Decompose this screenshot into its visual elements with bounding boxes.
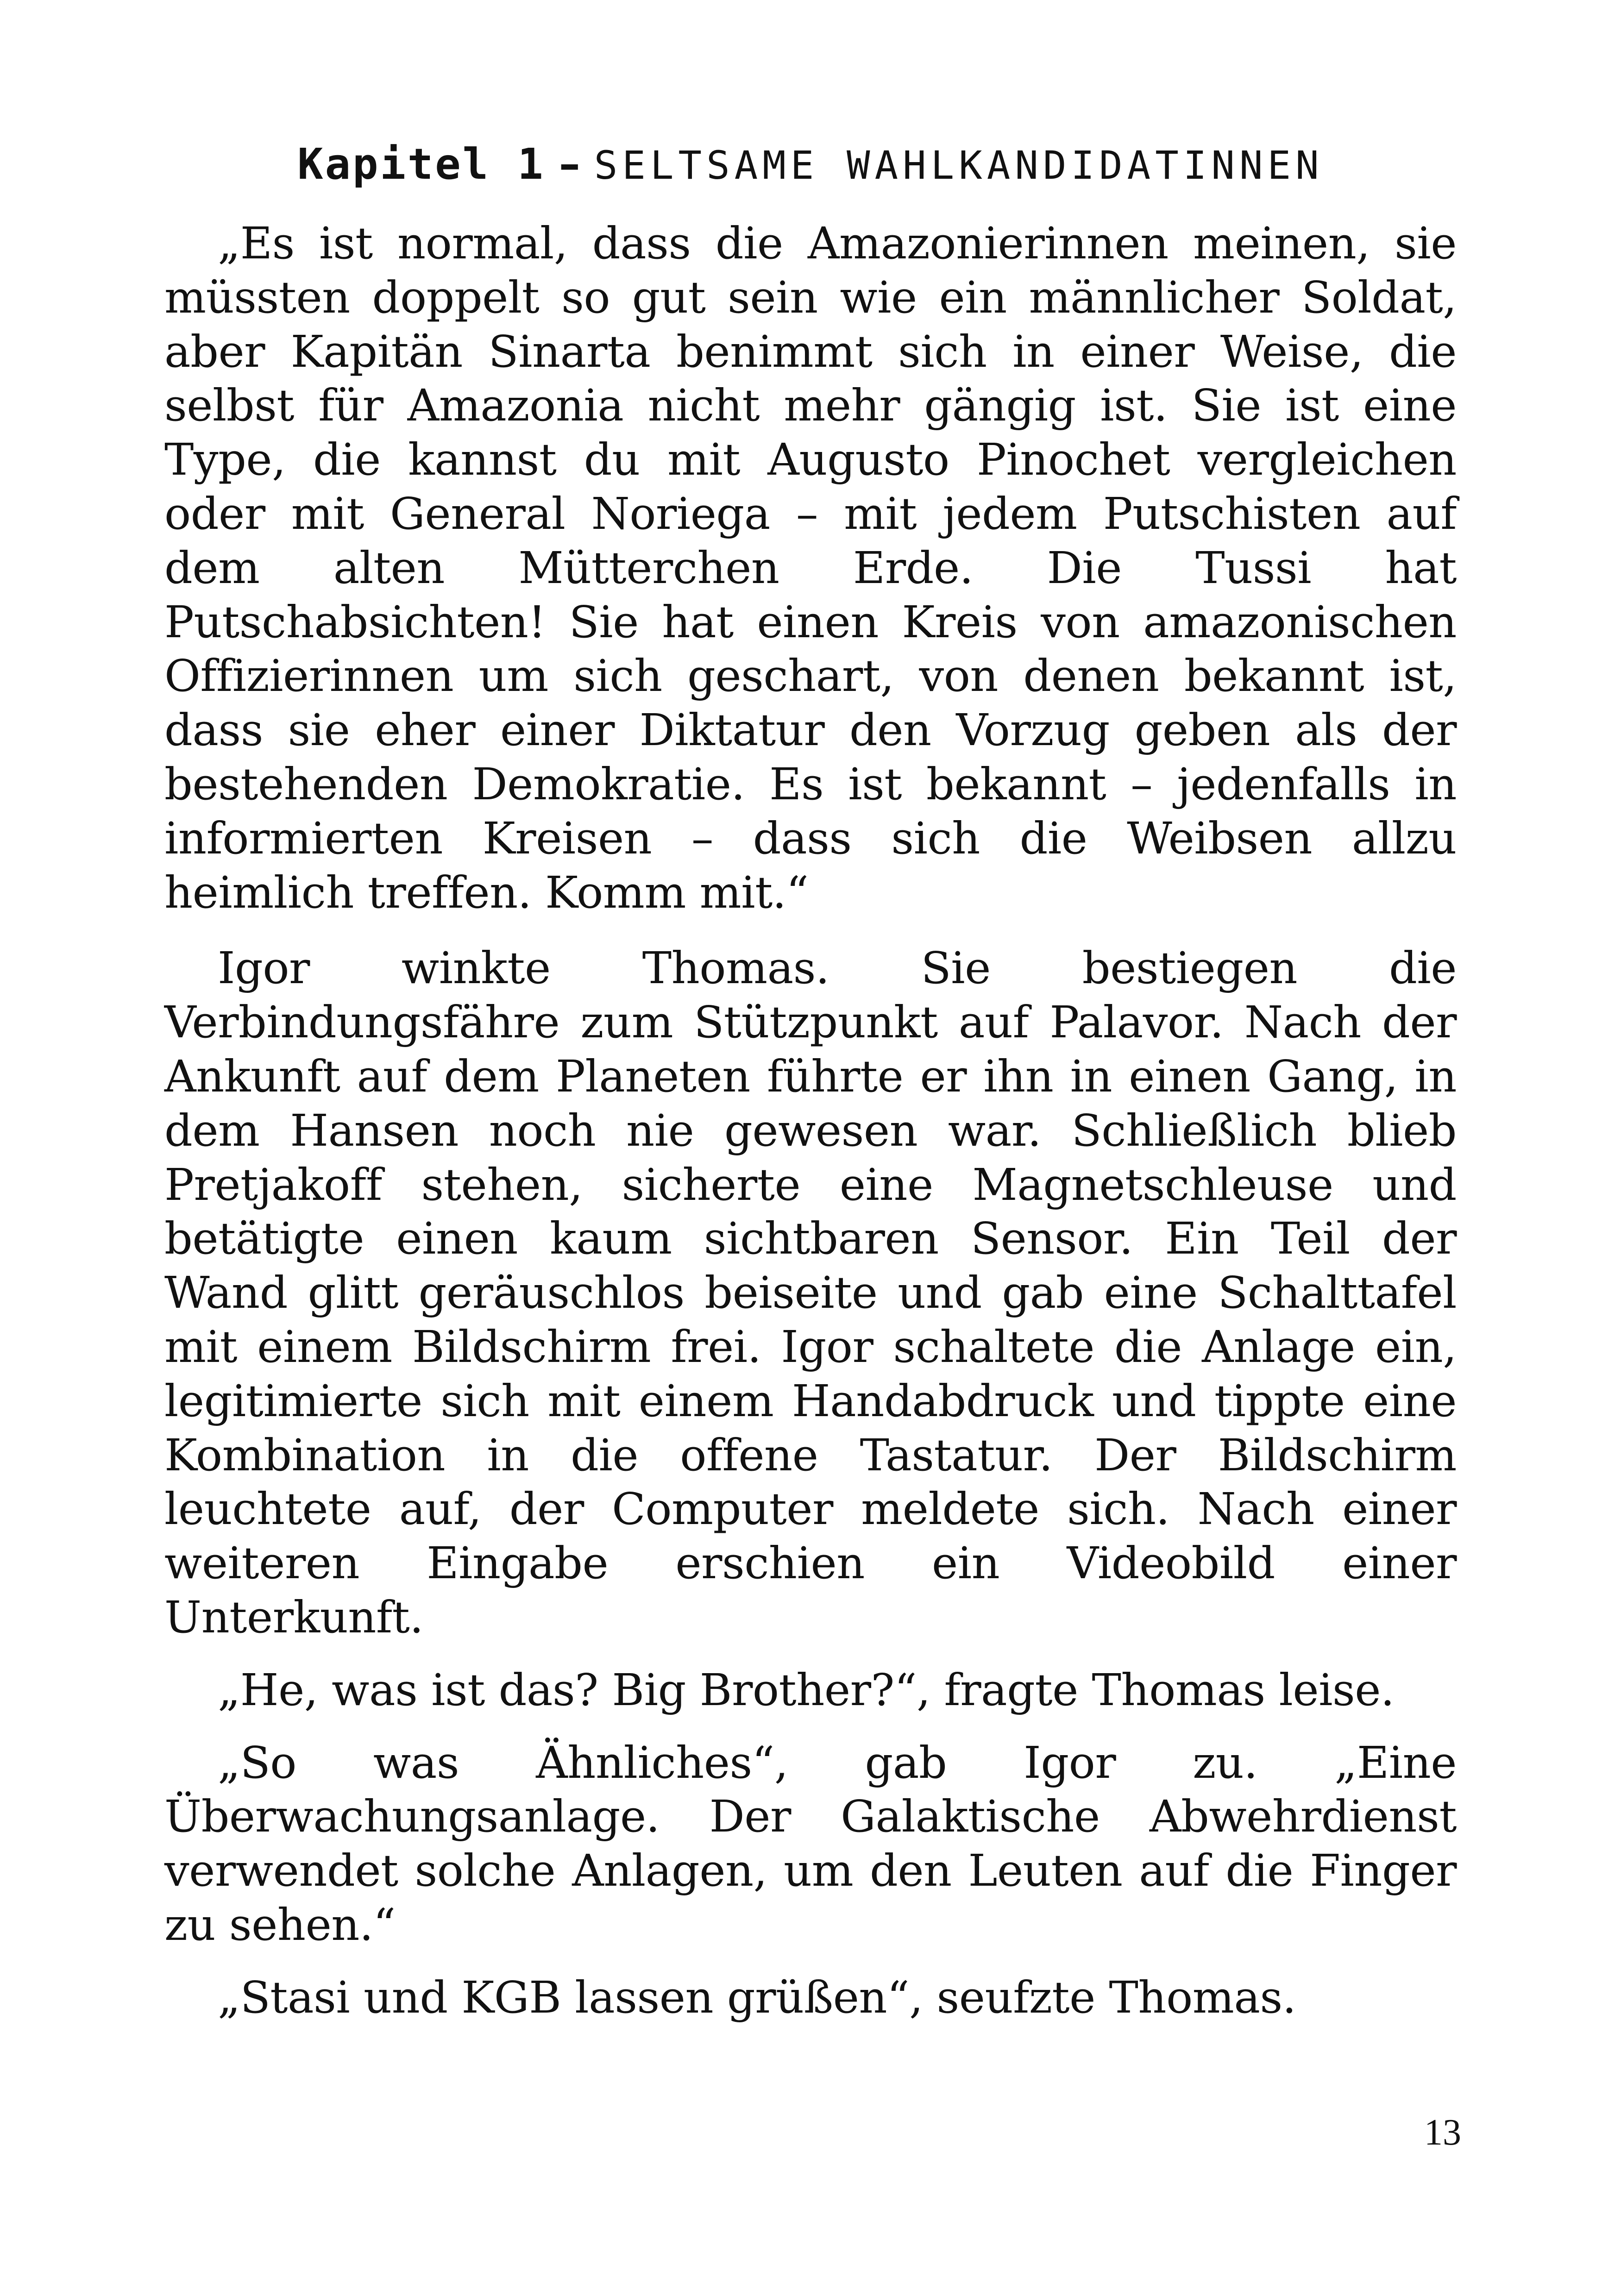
page-body — [164, 217, 1457, 2025]
chapter-title: SELTSAME WAHLKANDIDATINNEN — [594, 143, 1324, 188]
header-dash: – — [559, 139, 580, 189]
paragraph-1: „Es ist normal, dass die Amazonierinnen meinen, sie müssten doppelt so gut sein wie ein männlicher Soldat, aber Kapitän Sinarta benimmt sich in einer Weise, die selbst für Amazonia nicht mehr gängig ist. Sie ist eine Type, die kannst du mit Augusto Pinochet vergleichen oder mit General Noriega – mit jedem Putschisten auf dem alten Mütterchen Erde. Die Tussi hat Putschabsichten! Sie hat einen Kreis von amazonischen Offizierinnen um sich geschart, von denen bekannt ist, dass sie eher einer Diktatur den Vorzug geben als der bestehenden Demokratie. Es ist bekannt – jedenfalls in informierten Kreisen – dass sich die Weibsen allzu heimlich treffen. Komm mit.“ — [164, 218, 1457, 918]
paragraph-3: „He, was ist das? Big Brother?“, fragte Thomas leise. — [218, 1664, 1395, 1716]
page-number: 13 — [1424, 2112, 1461, 2153]
paragraph-2: Igor winkte Thomas. Sie bestiegen die Verbindungsfähre zum Stützpunkt auf Palavor. Nach der Ankunft auf dem Planeten führte er ihn in einen Gang, in dem Hansen noch nie gewesen war. Schließlich blieb Pretjakoff stehen, sicherte eine Magnetschleuse und betätigte einen kaum sichtbaren Sensor. Ein Teil der Wand glitt geräuschlos beiseite und gab eine Schalttafel mit einem Bildschirm frei. Igor schaltete die Anlage ein, legitimierte sich mit einem Handabdruck und tippte eine Kombination in die offene Tastatur. Der Bildschirm leuchtete auf, der Computer meldete sich. Nach einer weiteren Eingabe erschien ein Videobild einer Unterkunft. — [164, 943, 1457, 1643]
chapter-header — [0, 139, 1621, 191]
chapter-number: Kapitel 1 — [297, 139, 545, 189]
paragraph-4: „So was Ähnliches“, gab Igor zu. „Eine Überwachungsanlage. Der Galaktische Abwehrdienst verwendet solche Anlagen, um den Leuten auf die Finger zu sehen.“ — [164, 1737, 1457, 1951]
paragraph-5: „Stasi und KGB lassen grüßen“, seufzte Thomas. — [218, 1972, 1296, 2023]
